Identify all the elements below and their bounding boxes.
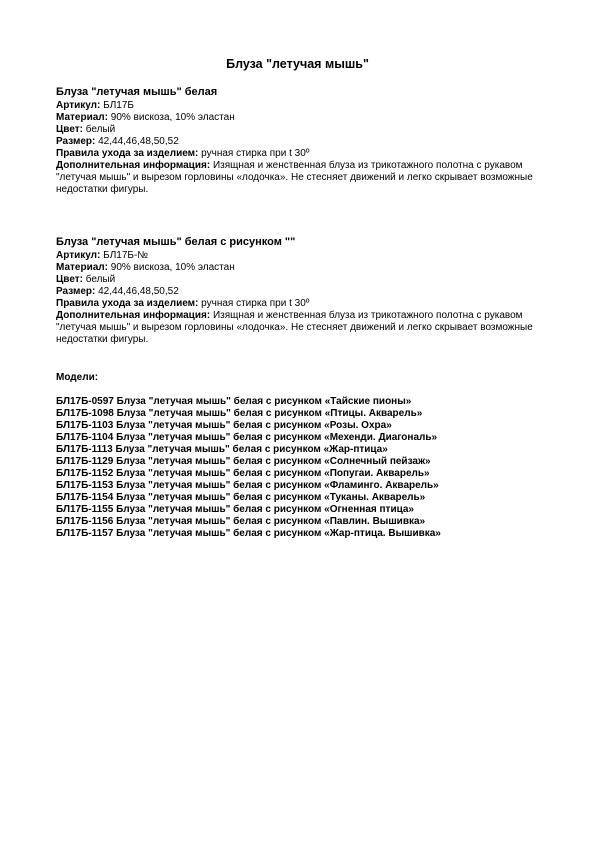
article-label: Артикул: bbox=[56, 100, 101, 111]
color-line bbox=[56, 274, 546, 286]
color-label: Цвет: bbox=[56, 274, 83, 285]
model-item: БЛ17Б-1104 Блуза "летучая мышь" белая с рисунком «Мехенди. Диагональ» bbox=[56, 432, 438, 443]
models-title: Модели: bbox=[56, 372, 99, 383]
product-heading: Блуза "летучая мышь" белая с рисунком "" bbox=[56, 236, 296, 248]
size-label: Размер: bbox=[56, 136, 96, 147]
material-value: 90% вискоза, 10% эластан bbox=[110, 112, 235, 123]
info-line bbox=[56, 310, 546, 346]
article-value: БЛ17Б-№ bbox=[103, 250, 149, 261]
color-value: белый bbox=[85, 124, 116, 135]
model-item: БЛ17Б-1129 Блуза "летучая мышь" белая с рисунком «Солнечный пейзаж» bbox=[56, 456, 431, 467]
care-label: Правила ухода за изделием: bbox=[56, 148, 199, 159]
care-label: Правила ухода за изделием: bbox=[56, 298, 199, 309]
size-label: Размер: bbox=[56, 286, 96, 297]
color-line bbox=[56, 124, 546, 136]
info-value: Изящная и женственная блуза из трикотажного полотна с рукавом "летучая мышь" и вырезом горловины «лодочка». Не стесняет движений и легко скрывает возможные недостатки фигуры. bbox=[56, 310, 533, 345]
model-item: БЛ17Б-1103 Блуза "летучая мышь" белая с рисунком «Розы. Охра» bbox=[56, 420, 392, 431]
size-value: 42,44,46,48,50,52 bbox=[98, 136, 179, 147]
product-block-white bbox=[56, 86, 546, 196]
models-section bbox=[56, 372, 556, 540]
care-value: ручная стирка при t 30º bbox=[201, 148, 310, 159]
material-line bbox=[56, 112, 546, 124]
material-label: Материал: bbox=[56, 112, 108, 123]
size-line bbox=[56, 286, 546, 298]
product-block-print bbox=[56, 236, 546, 346]
info-label: Дополнительная информация: bbox=[56, 160, 211, 171]
material-line bbox=[56, 262, 546, 274]
model-item: БЛ17Б-1157 Блуза "летучая мышь" белая с рисунком «Жар-птица. Вышивка» bbox=[56, 528, 441, 539]
size-value: 42,44,46,48,50,52 bbox=[98, 286, 179, 297]
article-value: БЛ17Б bbox=[103, 100, 134, 111]
product-heading: Блуза "летучая мышь" белая bbox=[56, 86, 218, 98]
model-item: БЛ17Б-1155 Блуза "летучая мышь" белая с рисунком «Огненная птица» bbox=[56, 504, 414, 515]
model-item: БЛ17Б-1152 Блуза "летучая мышь" белая с рисунком «Попугаи. Акварель» bbox=[56, 468, 430, 479]
models-list bbox=[56, 396, 556, 540]
info-value: Изящная и женственная блуза из трикотажного полотна с рукавом "летучая мышь" и вырезом горловины «лодочка». Не стесняет движений и легко скрывает возможные недостатки фигуры. bbox=[56, 160, 533, 195]
care-value: ручная стирка при t 30º bbox=[201, 298, 310, 309]
document-title: Блуза "летучая мышь" bbox=[226, 57, 369, 71]
care-line bbox=[56, 298, 546, 310]
article-label: Артикул: bbox=[56, 250, 101, 261]
color-value: белый bbox=[85, 274, 116, 285]
care-line bbox=[56, 148, 546, 160]
info-label: Дополнительная информация: bbox=[56, 310, 211, 321]
model-item: БЛ17Б-0597 Блуза "летучая мышь" белая с рисунком «Тайские пионы» bbox=[56, 396, 412, 407]
model-item: БЛ17Б-1154 Блуза "летучая мышь" белая с рисунком «Туканы. Акварель» bbox=[56, 492, 426, 503]
article-line bbox=[56, 250, 546, 262]
size-line bbox=[56, 136, 546, 148]
material-value: 90% вискоза, 10% эластан bbox=[110, 262, 235, 273]
info-line bbox=[56, 160, 546, 196]
model-item: БЛ17Б-1113 Блуза "летучая мышь" белая с рисунком «Жар-птица» bbox=[56, 444, 388, 455]
model-item: БЛ17Б-1098 Блуза "летучая мышь" белая с рисунком «Птицы. Акварель» bbox=[56, 408, 423, 419]
color-label: Цвет: bbox=[56, 124, 83, 135]
article-line bbox=[56, 100, 546, 112]
model-item: БЛ17Б-1156 Блуза "летучая мышь" белая с рисунком «Павлин. Вышивка» bbox=[56, 516, 426, 527]
material-label: Материал: bbox=[56, 262, 108, 273]
model-item: БЛ17Б-1153 Блуза "летучая мышь" белая с рисунком «Фламинго. Акварель» bbox=[56, 480, 439, 491]
